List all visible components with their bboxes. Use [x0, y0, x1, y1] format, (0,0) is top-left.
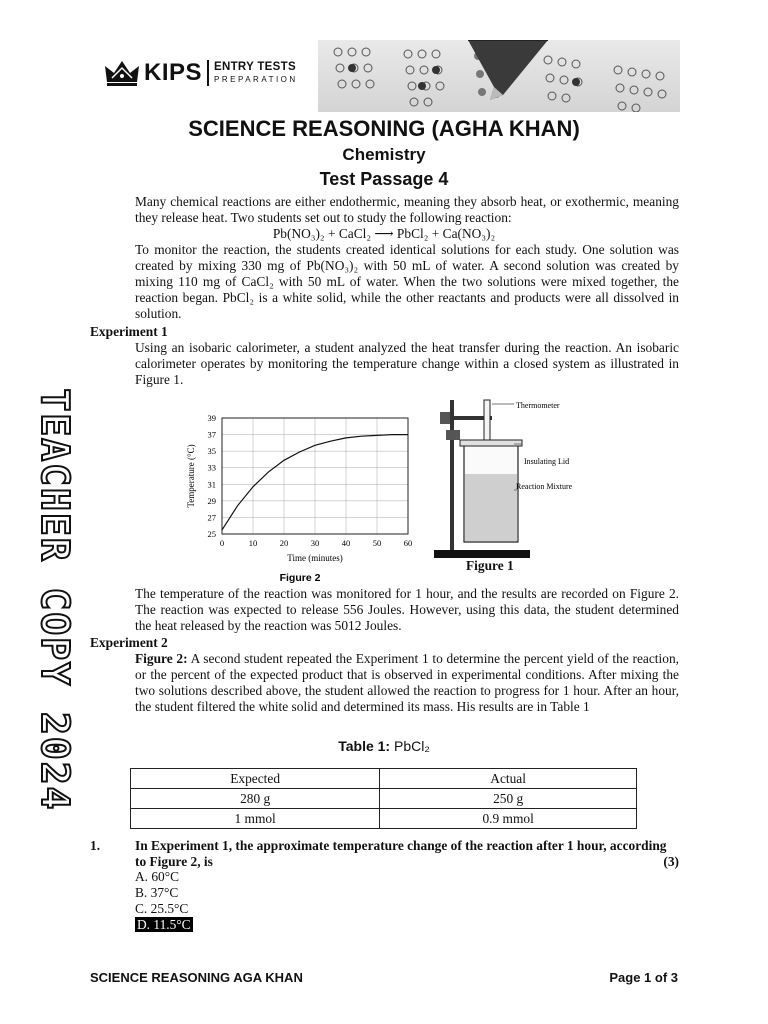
- lid-label: Insulating Lid: [524, 457, 570, 466]
- figure-1-caption: Figure 1: [466, 558, 514, 573]
- reaction-mixture-fill: [465, 474, 517, 541]
- x-tick-label: 40: [341, 538, 351, 548]
- table-cell: 280 g: [131, 789, 380, 809]
- y-tick-label: 31: [207, 479, 216, 490]
- y-tick-label: 37: [207, 429, 216, 440]
- footer-title: SCIENCE REASONING AGA KHAN: [90, 970, 303, 985]
- x-axis-label: Time (minutes): [287, 553, 343, 563]
- table-cell: 0.9 mmol: [380, 809, 637, 829]
- results-table: [130, 768, 637, 829]
- y-tick-label: 29: [207, 495, 216, 506]
- option-d[interactable]: [135, 917, 193, 933]
- x-tick-label: 10: [248, 538, 258, 548]
- results-paragraph: The temperature of the reaction was monitored for 1 hour, and the results are recorded on Figure 2. The reaction was expected to release 556 Joules. However, using this data, the student determined the heat released by the reaction was 5012 Joules.: [135, 586, 679, 633]
- option-c[interactable]: C. 25.5°C: [135, 901, 189, 916]
- figure-2-chart: [180, 404, 420, 584]
- y-tick-label: 39: [207, 413, 216, 423]
- question-stem: In Experiment 1, the approximate temperature change of the reaction after 1 hour, according to Figure 2, is: [135, 838, 667, 869]
- selected-answer: D. 11.5°C: [137, 917, 191, 932]
- x-tick-label: 30: [310, 538, 320, 548]
- experiment-1-paragraph: Using an isobaric calorimeter, a student analyzed the heat transfer during the reaction. An isobaric calorimeter operates by monitoring the temperature change within a closed system as illustrated in Figure 1.: [135, 340, 679, 387]
- question-number: 1.: [90, 838, 101, 853]
- intro-paragraph: Many chemical reactions are either endothermic, meaning they absorb heat, or exothermic, meaning they release heat. Two students set out to study the following reaction:: [135, 194, 679, 225]
- table-cell: 250 g: [380, 789, 637, 809]
- y-tick-label: 33: [207, 462, 216, 473]
- header-answer-sheet-photo: [318, 40, 680, 112]
- y-tick-label: 25: [207, 529, 216, 539]
- stand-rod: [450, 400, 454, 550]
- method-paragraph: To monitor the reaction, the students created identical solutions for each study. One solution was created by mixing 330 mg of Pb(NO₃)₂ with 50 mL of water. A second solution was created by mixing 110 mg of CaCl₂ with 50 mL of water. When the two solutions were mixed together, the reaction began. PbCl₂ is a white solid, while the other reactants and products were all dissolved in solution.: [135, 242, 679, 321]
- table-header: Actual: [380, 769, 637, 789]
- option-b[interactable]: B. 37°C: [135, 885, 179, 900]
- table-title-compound: PbCl₂: [390, 738, 430, 754]
- brand-line1: ENTRY TESTS: [214, 61, 296, 74]
- reaction-equation: Pb(NO₃)₂ + CaCl₂ ⟶ PbCl₂ + Ca(NO₃)₂: [272, 226, 496, 241]
- page-number: Page 1 of 3: [609, 970, 678, 985]
- experiment-2-paragraph: [135, 651, 679, 715]
- question-marks: (3): [663, 854, 679, 869]
- table-title: [0, 738, 768, 754]
- x-tick-label: 60: [403, 538, 413, 548]
- x-tick-label: 20: [279, 538, 289, 548]
- option-a[interactable]: A. 60°C: [135, 869, 180, 884]
- teacher-copy-watermark: TEACHER COPY 2024: [33, 388, 77, 812]
- table-header-row: [131, 769, 637, 789]
- kips-logo: [104, 58, 298, 88]
- experiment-2-label: Experiment 2: [90, 635, 168, 650]
- figure-1-calorimeter: [428, 394, 598, 574]
- page-title: SCIENCE REASONING (AGHA KHAN): [188, 116, 580, 141]
- y-axis-label: Temperature (°C): [186, 444, 196, 508]
- passage-title: Test Passage 4: [319, 169, 449, 189]
- experiment-1-label: Experiment 1: [90, 324, 168, 339]
- brand-line2: PREPARATION: [214, 74, 298, 84]
- x-tick-labels: [220, 538, 412, 548]
- y-tick-label: 35: [207, 446, 216, 457]
- mixture-label: Reaction Mixture: [516, 482, 573, 491]
- table-title-label: Table 1:: [338, 738, 391, 754]
- table-cell: 1 mmol: [131, 809, 380, 829]
- thermometer-label: Thermometer: [516, 401, 560, 410]
- experiment-2-text: A second student repeated the Experiment 1 to determine the percent yield of the reaction, or the percent of the expected product that is observed in experimental conditions. After mixing the two solutions described above, the student allowed the reaction to progress for 1 hour. After an hour, the student filtered the white solid and determined its mass. His results are in Table 1: [135, 651, 679, 714]
- question-text: [135, 838, 679, 870]
- subject-title: Chemistry: [342, 145, 426, 164]
- table-row: [131, 809, 637, 829]
- y-tick-labels: [208, 413, 217, 539]
- insulating-lid: [460, 440, 522, 446]
- y-tick-label: 27: [207, 512, 216, 523]
- experiment-2-lead: Figure 2:: [135, 651, 188, 666]
- chart-caption: Figure 2: [279, 572, 321, 584]
- x-tick-label: 0: [219, 538, 225, 548]
- x-tick-label: 50: [372, 538, 382, 548]
- stand-base: [434, 550, 530, 558]
- crown-icon: [104, 58, 140, 88]
- brand-divider: [207, 60, 209, 86]
- answer-sheet-illustration: [318, 40, 680, 112]
- brand-name: KIPS: [144, 59, 203, 86]
- table-row: [131, 789, 637, 809]
- table-header: Expected: [131, 769, 380, 789]
